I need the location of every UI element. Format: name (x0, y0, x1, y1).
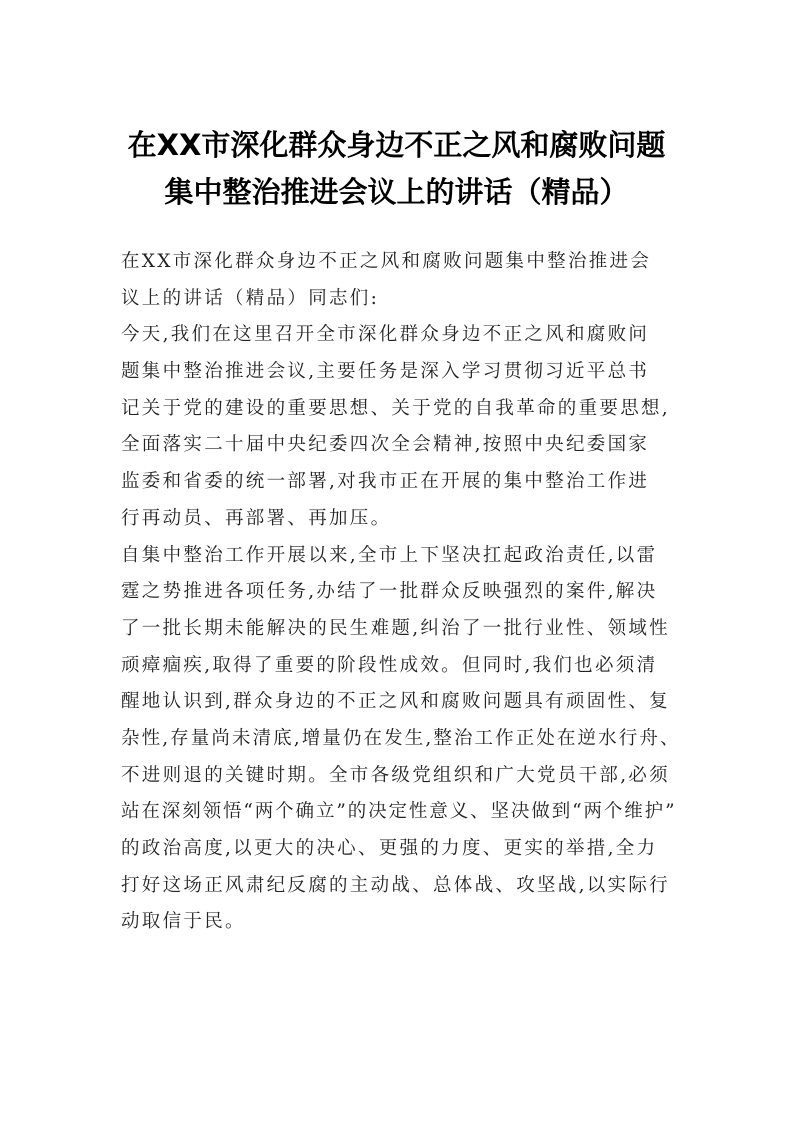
body-line: 动取信于民。 (121, 911, 246, 933)
body-line: 题集中整治推进会议,主要任务是深入学习贯彻习近平总书 (121, 361, 650, 383)
document-body (121, 244, 681, 941)
body-line: 打好这场正风肃纪反腐的主动战、总体战、攻坚战,以实际行 (121, 874, 670, 896)
title-line: 集中整治推进会议上的讲话（精品） (164, 175, 629, 209)
document-title (60, 122, 733, 216)
body-line: 霆之势推进各项任务,办结了一批群众反映强烈的案件,解决 (121, 581, 658, 603)
body-line: 站在深刻领悟“两个确立”的决定性意义、坚决做到“两个维护” (121, 801, 677, 823)
body-line: 今天,我们在这里召开全市深化群众身边不正之风和腐败问 (121, 324, 650, 346)
body-line: 了一批长期未能解决的民生难题,纠治了一批行业性、领域性 (121, 617, 670, 639)
body-line: 醒地认识到,群众身边的不正之风和腐败问题具有顽固性、复 (121, 691, 670, 713)
body-line: 全面落实二十届中央纪委四次全会精神,按照中央纪委国家 (121, 434, 650, 456)
title-line: 在XX市深化群众身边不正之风和腐败问题 (127, 128, 666, 162)
body-line: 行再动员、再部署、再加压。 (121, 507, 392, 529)
body-line: 顽瘴痼疾,取得了重要的阶段性成效。但同时,我们也必须清 (121, 654, 658, 676)
body-line: 的政治高度,以更大的决心、更强的力度、更实的举措,全力 (121, 838, 658, 859)
body-line: 不进则退的关键时期。全市各级党组织和广大党员干部,必须 (121, 764, 670, 786)
body-line: 杂性,存量尚未清底,增量仍在发生,整治工作正处在逆水行舟、 (121, 727, 681, 749)
body-line: 监委和省委的统一部署,对我市正在开展的集中整治工作进 (121, 471, 650, 493)
body-line: 在XX市深化群众身边不正之风和腐败问题集中整治推进会 (121, 251, 652, 272)
body-line: 记关于党的建设的重要思想、关于党的自我革命的重要思想, (121, 397, 670, 419)
body-line: 议上的讲话（精品）同志们: (121, 287, 380, 309)
body-line: 自集中整治工作开展以来,全市上下坚决扛起政治责任,以雷 (121, 544, 658, 566)
